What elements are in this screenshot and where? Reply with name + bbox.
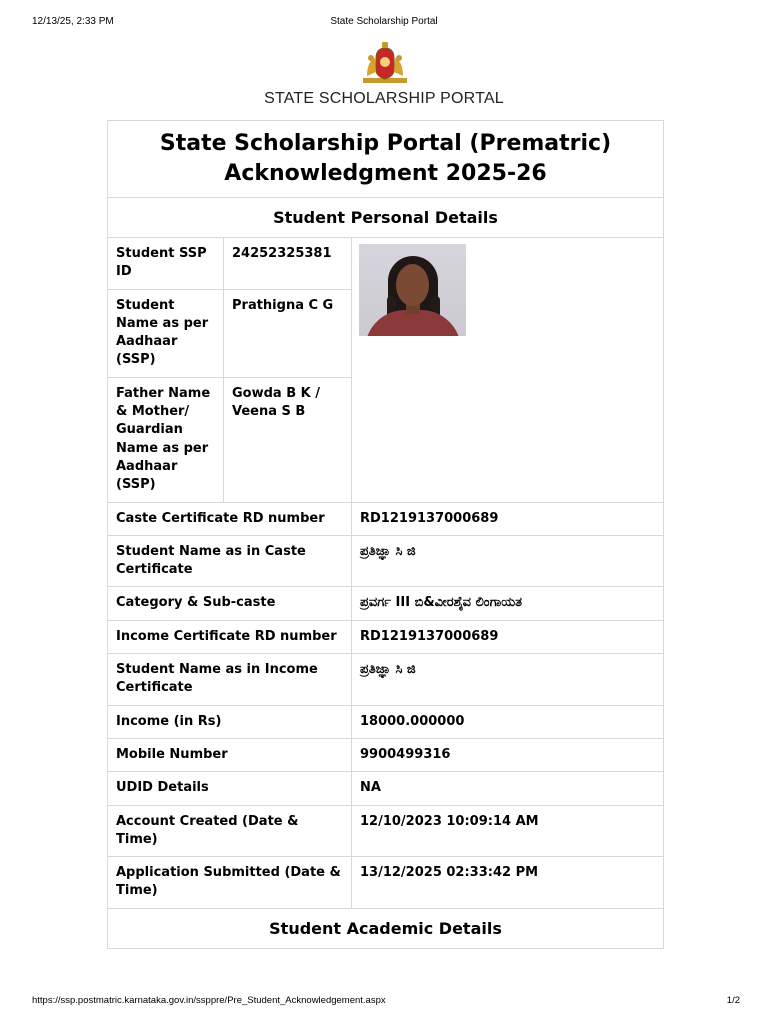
section-academic-details: Student Academic Details — [108, 908, 664, 948]
field-label: Mobile Number — [108, 738, 352, 771]
page-title — [108, 121, 664, 198]
field-value: 24252325381 — [224, 238, 352, 290]
photo-cell — [352, 238, 664, 503]
field-label: UDID Details — [108, 772, 352, 805]
table-row — [108, 772, 664, 805]
acknowledgement-table — [107, 120, 664, 949]
field-value: 13/12/2025 02:33:42 PM — [352, 857, 664, 909]
portal-name: STATE SCHOLARSHIP PORTAL — [264, 90, 504, 107]
table-row — [108, 535, 664, 587]
field-value: Prathigna C G — [224, 289, 352, 377]
table-row — [108, 620, 664, 653]
field-label: Student Name as in Caste Certificate — [108, 535, 352, 587]
table-row — [108, 654, 664, 706]
field-value: NA — [352, 772, 664, 805]
table-row — [108, 805, 664, 857]
print-page-title: State Scholarship Portal — [330, 16, 438, 27]
student-photo — [359, 244, 466, 336]
table-row — [108, 738, 664, 771]
table-row — [108, 857, 664, 909]
table-row — [108, 705, 664, 738]
field-label: Application Submitted (Date & Time) — [108, 857, 352, 909]
field-label: Category & Sub-caste — [108, 587, 352, 620]
field-value: ಪ್ರವರ್ಗ III ಬಿ&ವೀರಶೈವ ಲಿಂಗಾಯತ — [352, 587, 664, 620]
field-value: RD1219137000689 — [352, 620, 664, 653]
field-label: Caste Certificate RD number — [108, 502, 352, 535]
print-datetime: 12/13/25, 2:33 PM — [32, 16, 114, 27]
table-row — [108, 238, 664, 290]
field-value: 9900499316 — [352, 738, 664, 771]
field-value: ಪ್ರತಿಜ್ಞಾ ಸಿ ಜಿ — [352, 654, 664, 706]
title-line-1: State Scholarship Portal (Prematric) — [159, 131, 612, 156]
field-value: ಪ್ರತಿಜ್ಞಾ ಸಿ ಜಿ — [352, 535, 664, 587]
field-value: 18000.000000 — [352, 705, 664, 738]
print-url: https://ssp.postmatric.karnataka.gov.in/ssppre/Pre_Student_Acknowledgement.aspx — [32, 995, 386, 1006]
field-value: 12/10/2023 10:09:14 AM — [352, 805, 664, 857]
karnataka-emblem-icon — [361, 42, 409, 84]
table-row — [108, 587, 664, 620]
table-row — [108, 502, 664, 535]
field-value: RD1219137000689 — [352, 502, 664, 535]
print-header — [32, 16, 736, 30]
page-number: 1/2 — [726, 995, 740, 1006]
field-label: Student Name as per Aadhaar (SSP) — [108, 289, 224, 377]
field-label: Father Name & Mother/ Guardian Name as per Aadhaar (SSP) — [108, 377, 224, 502]
title-line-2: Acknowledgment 2025-26 — [224, 161, 547, 186]
field-value: Gowda B K / Veena S B — [224, 377, 352, 502]
section-personal-details: Student Personal Details — [108, 198, 664, 238]
field-label: Income Certificate RD number — [108, 620, 352, 653]
field-label: Income (in Rs) — [108, 705, 352, 738]
print-footer — [32, 995, 740, 1009]
field-label: Account Created (Date & Time) — [108, 805, 352, 857]
field-label: Student Name as in Income Certificate — [108, 654, 352, 706]
field-label: Student SSP ID — [108, 238, 224, 290]
